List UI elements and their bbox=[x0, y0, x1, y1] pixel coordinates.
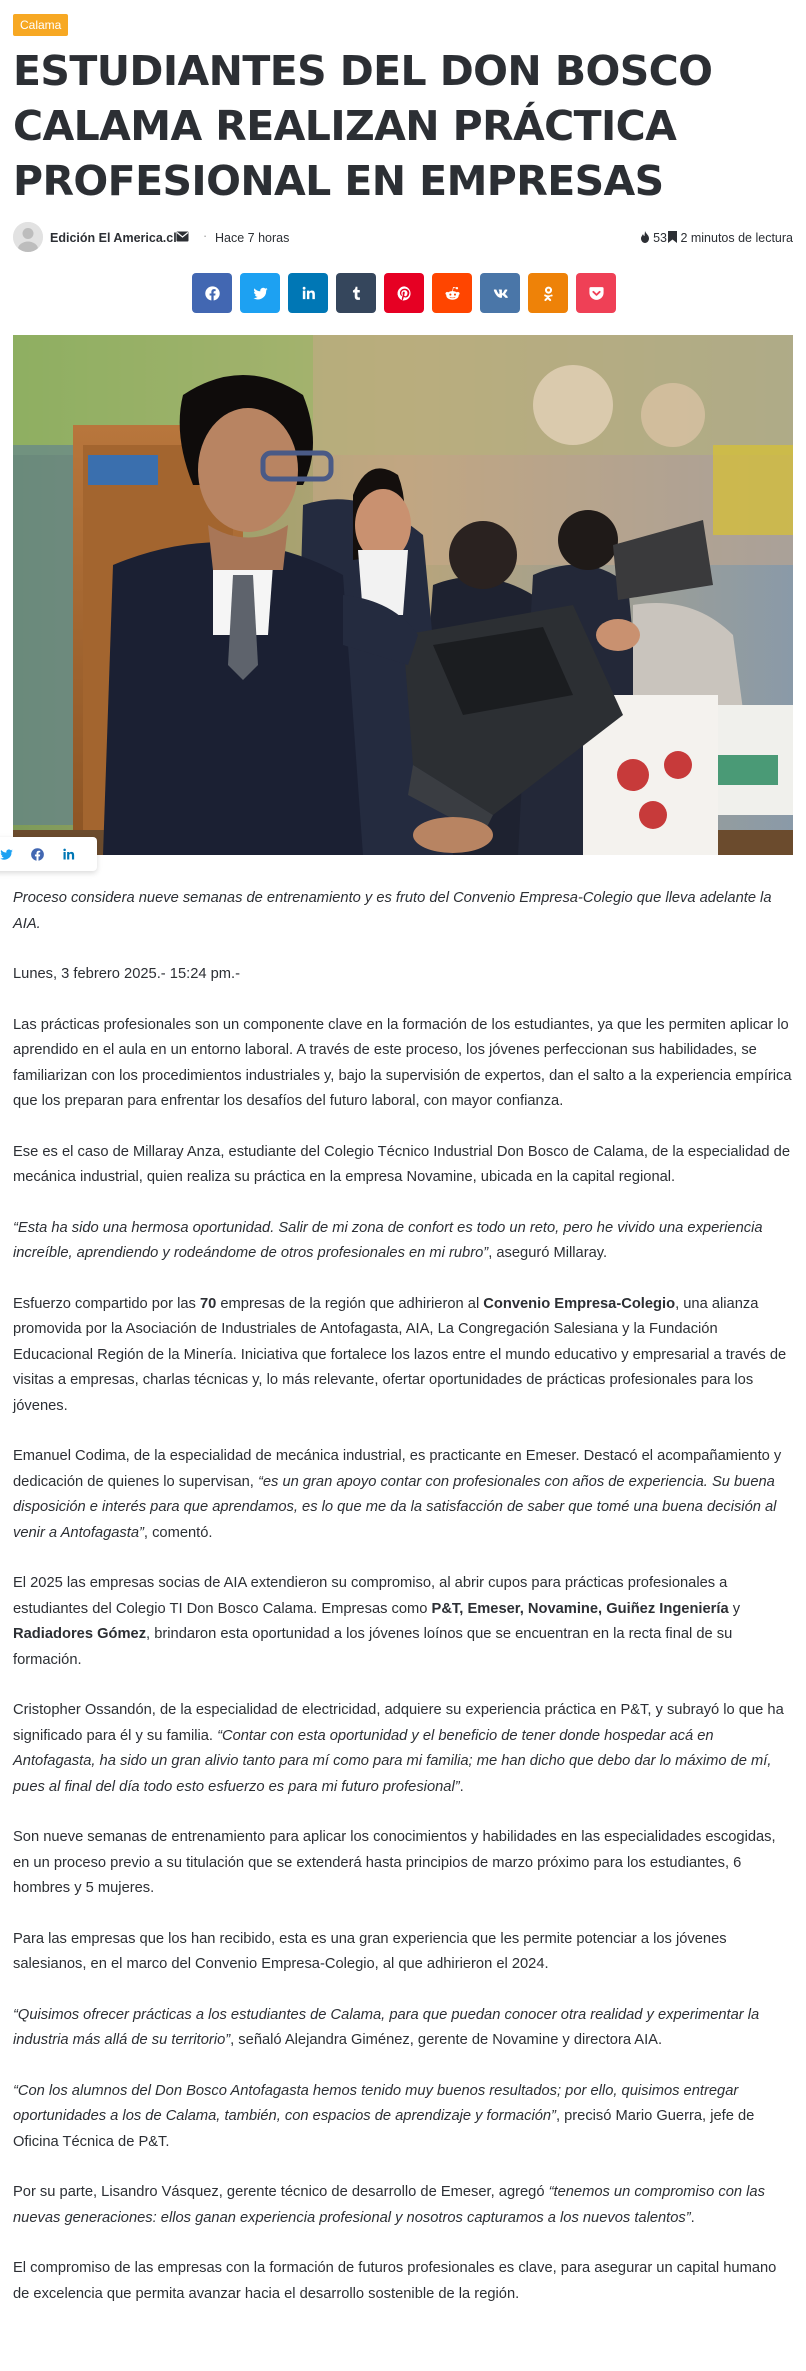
paragraph: Cristopher Ossandón, de la especialidad de electricidad, adquiere su experiencia práctica en P&T, y subrayó lo que ha significado para él y su familia. “Contar con esta oportunidad y el beneficio de tener donde hospedar acá en Antofagasta, ha sido un gran alivio tanto para mí como para mi familia; me han dicho que debo dar lo máximo de mí, pues al final del día todo esto esfuerzo es para mi futuro profesional”. bbox=[13, 1702, 784, 1795]
share-facebook-button[interactable] bbox=[192, 273, 232, 313]
author-avatar[interactable] bbox=[13, 222, 43, 252]
share-vk-button[interactable] bbox=[480, 273, 520, 313]
twitter-icon bbox=[252, 285, 269, 302]
paragraph: El compromiso de las empresas con la formación de futuros profesionales es clave, para asegurar un capital humano de excelencia que permita avanzar hacia el desarrollo sostenible de la región. bbox=[13, 2260, 777, 2302]
share-reddit-button[interactable] bbox=[432, 273, 472, 313]
fire-icon bbox=[640, 231, 650, 243]
odnoklassniki-icon bbox=[540, 285, 557, 302]
linkedin-icon bbox=[300, 285, 317, 302]
floating-share-bar bbox=[0, 837, 97, 871]
pocket-icon bbox=[588, 285, 605, 302]
paragraph: “Con los alumnos del Don Bosco Antofagasta hemos tenido muy buenos resultados; por ello, quisimos entregar oportunidades a los de Calama, también, con espacios de aprendizaje y formación”, precisó Mario Guerra, jefe de Oficina Técnica de P&T. bbox=[13, 2082, 755, 2150]
category-badge[interactable]: Calama bbox=[13, 14, 68, 36]
reading-time bbox=[668, 231, 793, 245]
share-odnoklassniki-button[interactable] bbox=[528, 273, 568, 313]
paragraph: Emanuel Codima, de la especialidad de mecánica industrial, es practicante en Emeser. Destacó el acompañamiento y dedicación de quienes lo supervisan, “es un gran apoyo contar con profesionales con años de experiencia. Su buena disposición e interés para que aprendamos, es lo que me da la satisfacción de saber que tomé una buena decisión al venir a Antofagasta”, comentó. bbox=[13, 1448, 782, 1541]
paragraph: El 2025 las empresas socias de AIA extendieron su compromiso, al abrir cupos para prácticas profesionales a estudiantes del Colegio TI Don Bosco Calama. Empresas como P&T, Emeser, Novamine, Guiñez Ingeniería y Radiadores Gómez, brindaron esta oportunidad a los jóvenes loínos que se encuentran en la recta final de su formación. bbox=[13, 1575, 741, 1668]
facebook-icon[interactable] bbox=[30, 847, 45, 862]
bookmark-icon bbox=[668, 231, 677, 243]
paragraph: “Esta ha sido una hermosa oportunidad. Salir de mi zona de confort es todo un reto, pero he vivido una experiencia increíble, aprendiendo y rodeándome de otros profesionales en mi rubro”, aseguró Millaray. bbox=[13, 1219, 763, 1261]
article-lead: Proceso considera nueve semanas de entrenamiento y es fruto del Convenio Empresa-Colegio que lleva adelante la AIA. bbox=[13, 890, 772, 932]
vk-icon bbox=[492, 285, 509, 302]
paragraph: Son nueve semanas de entrenamiento para aplicar los conocimientos y habilidades en las especialidades escogidas, en un proceso previo a su titulación que se extenderá hasta principios de marzo próximo para los estudiantes, 6 hombres y 5 mujeres. bbox=[13, 1829, 776, 1896]
envelope-icon[interactable] bbox=[176, 231, 189, 245]
post-date: Hace 7 horas bbox=[215, 231, 290, 245]
paragraph: “Quisimos ofrecer prácticas a los estudiantes de Calama, para que puedan conocer otra realidad y experimentar la industria más allá de su territorio”, señaló Alejandra Giménez, gerente de Novamine y directora AIA. bbox=[13, 2006, 760, 2048]
views-count bbox=[640, 231, 667, 245]
paragraph: Por su parte, Lisandro Vásquez, gerente técnico de desarrollo de Emeser, agregó “tenemos un compromiso con las nuevas generaciones: ellos ganan experiencia profesional y nosotros capturamos a los nuevos talentos”. bbox=[13, 2184, 765, 2226]
share-pocket-button[interactable] bbox=[576, 273, 616, 313]
article-date: Lunes, 3 febrero 2025.- 15:24 pm.- bbox=[13, 966, 240, 982]
reading-time-value: 2 minutos de lectura bbox=[680, 231, 793, 245]
share-twitter-button[interactable] bbox=[240, 273, 280, 313]
featured-image bbox=[13, 335, 793, 855]
meta-separator: · bbox=[203, 229, 208, 243]
author-name[interactable]: Edición El America.cl bbox=[50, 231, 177, 245]
share-tumblr-button[interactable] bbox=[336, 273, 376, 313]
pinterest-icon bbox=[396, 285, 413, 302]
facebook-icon bbox=[204, 285, 221, 302]
paragraph: Esfuerzo compartido por las 70 empresas de la región que adhirieron al Convenio Empresa-Colegio, una alianza promovida por la Asociación de Industriales de Antofagasta, AIA, La Congregación Salesiana y la Fundación Educacional Región de la Minería. Iniciativa que fortalece los lazos entre el mundo educativo y empresarial a través de visitas a empresas, charlas técnicas y, lo más relevante, ofertar oportunidades de prácticas profesionales para los jóvenes. bbox=[13, 1295, 787, 1414]
linkedin-icon[interactable] bbox=[61, 847, 76, 862]
share-pinterest-button[interactable] bbox=[384, 273, 424, 313]
twitter-icon[interactable] bbox=[0, 847, 14, 862]
article-body bbox=[13, 886, 793, 2332]
views-value: 53 bbox=[653, 231, 667, 245]
share-linkedin-button[interactable] bbox=[288, 273, 328, 313]
share-bar bbox=[192, 273, 616, 315]
page-title: ESTUDIANTES DEL DON BOSCO CALAMA REALIZAN PRÁCTICA PROFESIONAL EN EMPRESAS bbox=[13, 47, 713, 205]
tumblr-icon bbox=[348, 285, 365, 302]
reddit-icon bbox=[444, 285, 461, 302]
paragraph: Ese es el caso de Millaray Anza, estudiante del Colegio Técnico Industrial Don Bosco de Calama, de la especialidad de mecánica industrial, quien realiza su práctica en la empresa Novamine, ubicada en la capital regional. bbox=[13, 1143, 790, 1185]
post-meta bbox=[13, 222, 793, 256]
paragraph: Las prácticas profesionales son un componente clave en la formación de los estudiantes, ya que les permiten aplicar lo aprendido en el aula en un entorno laboral. A través de este proceso, los jóvenes perfeccionan sus habilidades, se familiarizan con los procedimientos industriales y, bajo la supervisión de expertos, dan el salto a la experiencia empírica que los preparan para enfrentar los desafíos del futuro laboral, con mayor confianza. bbox=[13, 1016, 792, 1109]
paragraph: Para las empresas que los han recibido, esta es una gran experiencia que les permite potenciar a los jóvenes salesianos, en el marco del Convenio Empresa-Colegio, al que adhirieron el 2024. bbox=[13, 1930, 727, 1972]
